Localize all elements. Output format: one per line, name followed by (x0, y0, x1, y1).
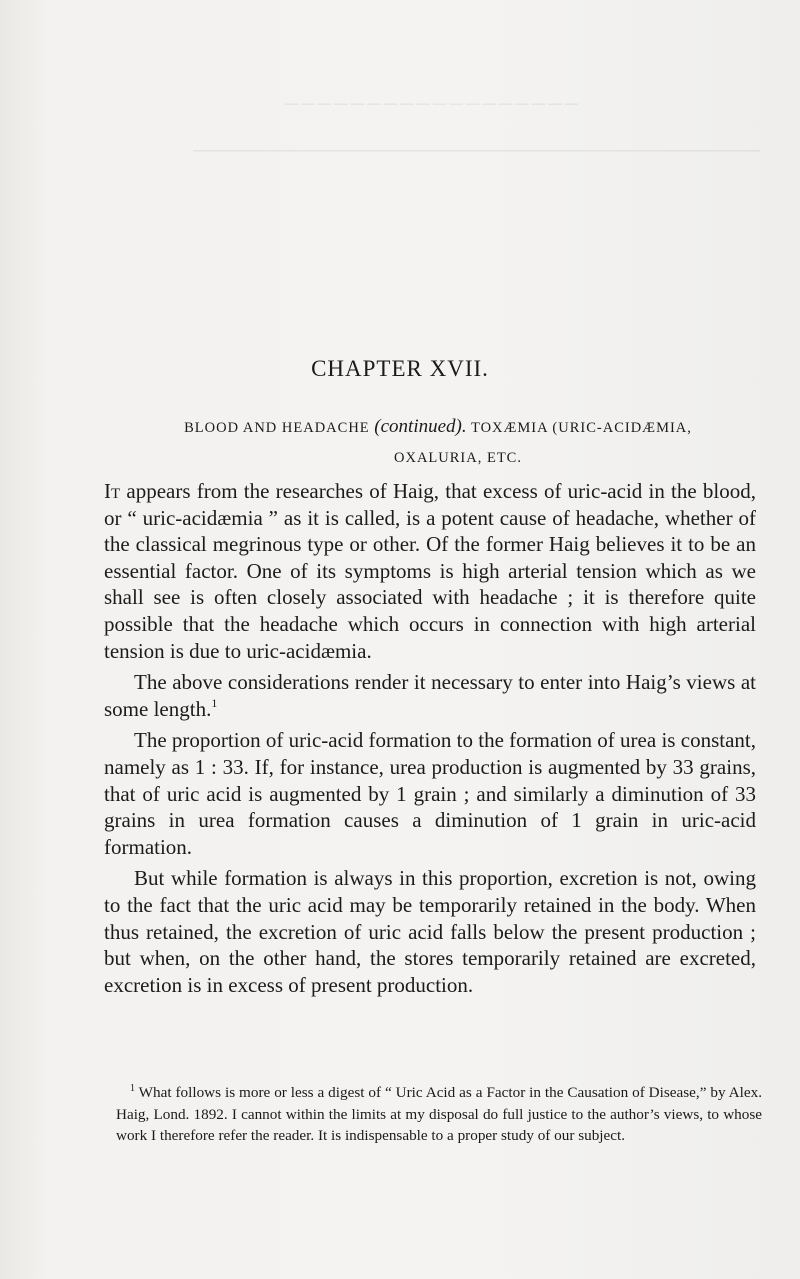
paragraph-1-lead: It (104, 479, 121, 503)
paragraph-1-text: appears from the researches of Haig, that excess of uric-acid in the blood, or “ uric-acidæmia ” as it is called, is a potent cause of headache, whether of the classical megrinous type or other. Of the former Haig believes it to be an essential factor. One of its symptoms is high arterial tension which as we shall see is often closely associated with headache ; it is therefore quite possible that the headache which occurs in connection with high arterial tension is due to uric-acidæmia. (104, 479, 756, 663)
footnote-mark: 1 (130, 1083, 135, 1094)
subtitle-part-1: BLOOD AND HEADACHE (184, 420, 370, 436)
footnote (116, 1082, 762, 1147)
chapter-heading: CHAPTER XVII. (311, 356, 489, 381)
paragraph-2 (104, 669, 756, 722)
subtitle-part-2: TOXÆMIA (URIC-ACIDÆMIA, (470, 420, 692, 436)
body-text (104, 478, 756, 1003)
footnote-text: What follows is more or less a digest of “ Uric Acid as a Factor in the Causation of Disease,” by Alex. Haig, Lond. 1892. I cannot within the limits at my disposal do full justice to the author’s views, to whose work I therefore refer the reader. It is indispensable to a proper study of our subject. (116, 1084, 762, 1144)
paragraph-4 (104, 865, 756, 998)
subtitle-part-3: OXALURIA, ETC. (394, 450, 522, 466)
paragraph-1 (104, 478, 756, 664)
paragraph-4-text: But while formation is always in this proportion, excretion is not, owing to the fact that the uric acid may be temporarily retained in the body. When thus retained, the excretion of uric acid falls below the present production ; but when, on the other hand, the stores temporarily retained are excreted, excretion is in excess of present production. (104, 866, 756, 997)
bleed-through-header: ────────────────── (281, 94, 579, 115)
subtitle-continued: (continued). (374, 416, 467, 437)
bleed-through-text: ──────────────────────────────────────── (193, 140, 760, 162)
chapter-subtitle (118, 412, 758, 473)
footnote-reference[interactable]: 1 (211, 695, 218, 710)
paragraph-3-text: The proportion of uric-acid formation to the formation of urea is constant, namely as 1 : 33. If, for instance, urea production is augmented by 33 grains, that of uric acid is augmented by 1 grain ; and similarly a diminution of 33 grains in urea formation causes a diminution of 1 grain in uric-acid formation. (104, 728, 756, 859)
paragraph-3 (104, 727, 756, 860)
paragraph-2-text: The above considerations render it necessary to enter into Haig’s views at some length. (104, 670, 756, 721)
